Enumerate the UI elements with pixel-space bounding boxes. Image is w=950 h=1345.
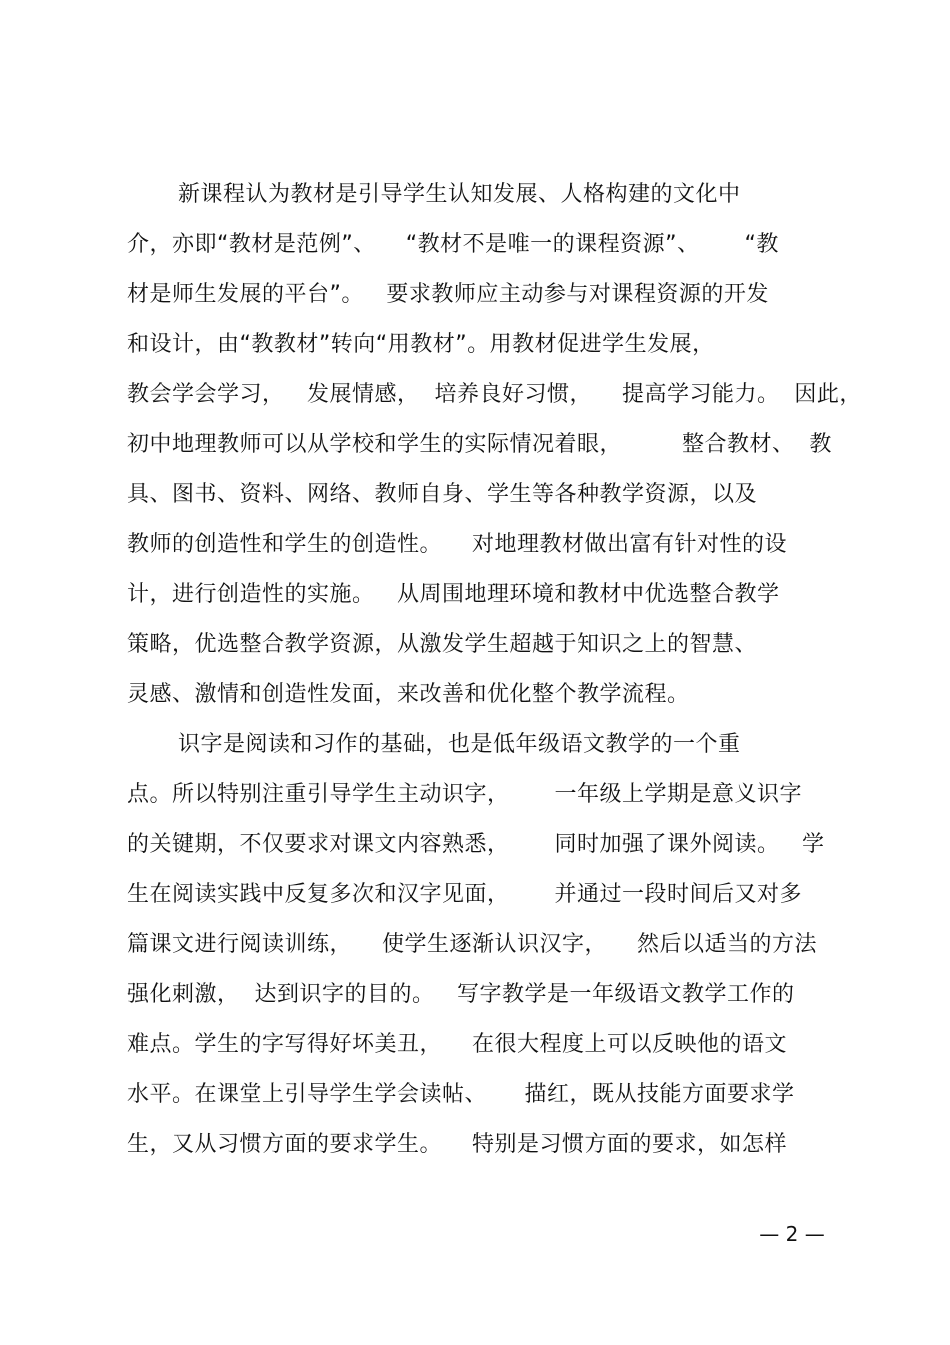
paragraph-line: 计，进行创造性的实施。 从周围地理环境和教材中优选整合教学: [127, 582, 780, 607]
paragraph-line: 强化刺激， 达到识字的目的。 写字教学是一年级语文教学工作的: [127, 982, 795, 1007]
paragraph-first-line: 识字是阅读和习作的基础，也是低年级语文教学的一个重: [178, 732, 741, 757]
paragraph-line: 教会学会学习， 发展情感， 培养良好习惯， 提高学习能力。 因此，: [127, 382, 862, 407]
paragraph-line: 生在阅读实践中反复多次和汉字见面， 并通过一段时间后又对多: [127, 882, 802, 907]
paragraph-line: 初中地理教师可以从学校和学生的实际情况着眼， 整合教材、 教: [127, 432, 832, 457]
paragraph-first-line: 新课程认为教材是引导学生认知发展、人格构建的文化中: [178, 182, 741, 207]
paragraph-line: 篇课文进行阅读训练， 使学生逐渐认识汉字， 然后以适当的方法: [127, 932, 817, 957]
paragraph-line: 介，亦即“教材是范例”、 “教材不是唯一的课程资源”、 “教: [127, 232, 779, 257]
paragraph-line: 生，又从习惯方面的要求学生。 特别是习惯方面的要求，如怎样: [127, 1132, 787, 1157]
paragraph-line: 的关键期，不仅要求对课文内容熟悉， 同时加强了课外阅读。 学: [127, 832, 825, 857]
paragraph-line: 材是师生发展的平台”。 要求教师应主动参与对课程资源的开发: [127, 282, 769, 307]
paragraph-line: 灵感、激情和创造性发面，来改善和优化整个教学流程。: [127, 682, 690, 707]
paragraph-line: 点。所以特别注重引导学生主动识字， 一年级上学期是意义识字: [127, 782, 802, 807]
paragraph-line: 和设计，由“教教材”转向“用教材”。用教材促进学生发展，: [127, 332, 715, 357]
paragraph-line: 水平。在课堂上引导学生学会读帖、 描红，既从技能方面要求学: [127, 1082, 795, 1107]
page-number: — 2 —: [759, 1222, 825, 1246]
paragraph-line: 难点。学生的字写得好坏美丑， 在很大程度上可以反映他的语文: [127, 1032, 787, 1057]
paragraph-line: 具、图书、资料、网络、教师自身、学生等各种教学资源，以及: [127, 482, 758, 507]
paragraph-line: 策略，优选整合教学资源，从激发学生超越于知识之上的智慧、: [127, 632, 758, 657]
paragraph-line: 教师的创造性和学生的创造性。 对地理教材做出富有针对性的设: [127, 532, 787, 557]
